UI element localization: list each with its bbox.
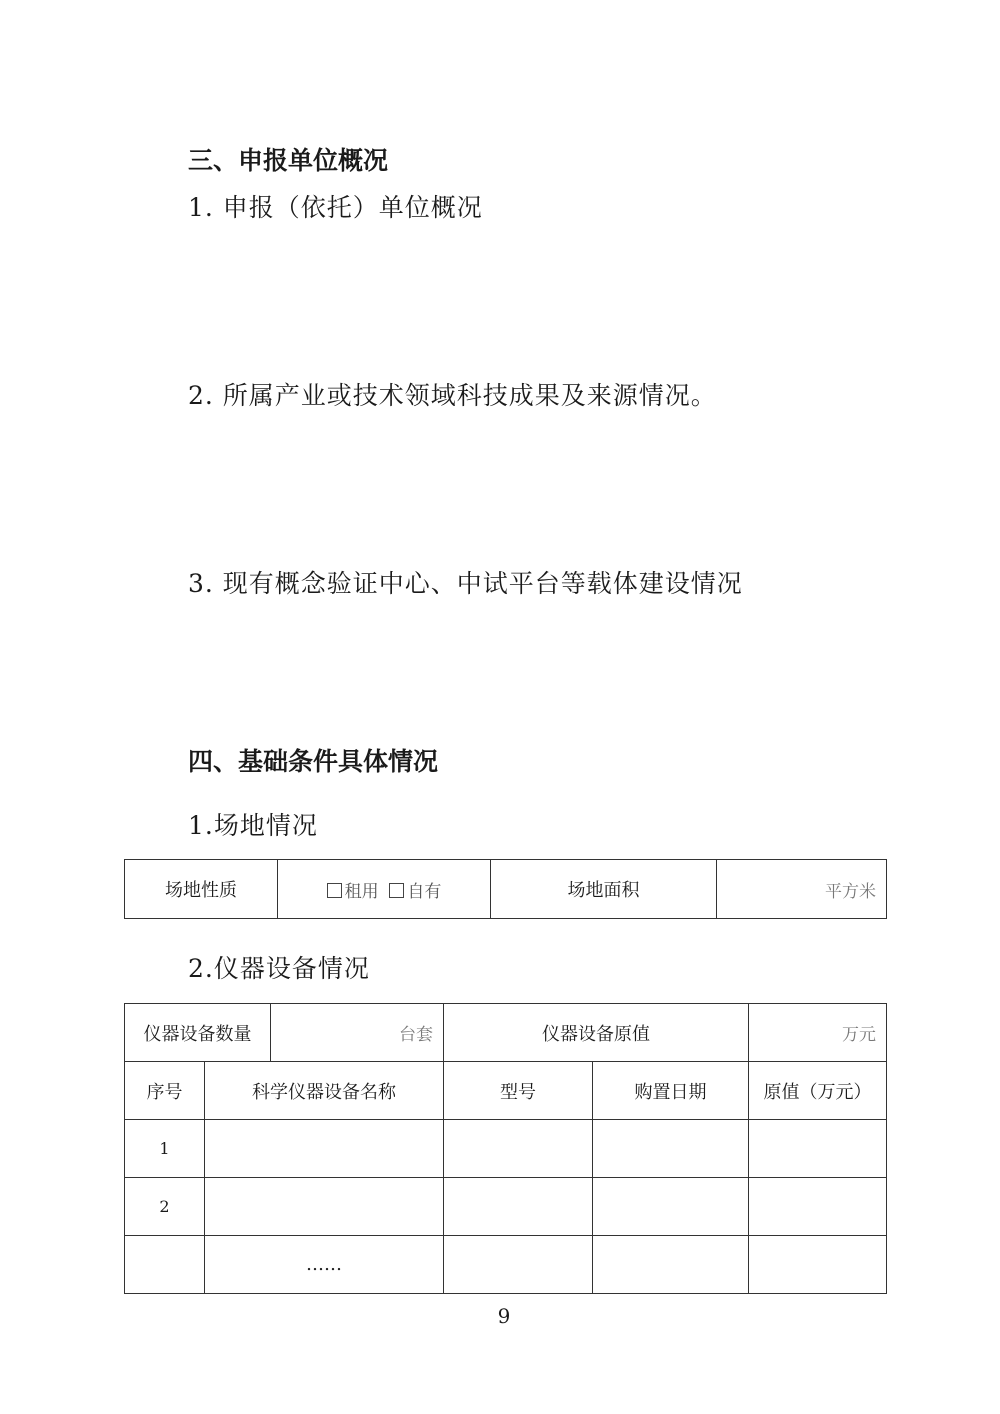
rent-option-label: 租用 [344, 881, 379, 902]
equipment-count-unit[interactable]: 台套 [271, 1004, 444, 1062]
own-checkbox[interactable] [389, 883, 404, 898]
row-model[interactable] [444, 1120, 593, 1178]
row-purchase-date[interactable] [593, 1178, 749, 1236]
site-nature-label: 场地性质 [125, 860, 278, 919]
row-purchase-date[interactable] [593, 1120, 749, 1178]
row-index: 2 [125, 1178, 205, 1236]
header-index: 序号 [125, 1062, 205, 1120]
header-name: 科学仪器设备名称 [205, 1062, 444, 1120]
header-original-value: 原值（万元） [749, 1062, 887, 1120]
row-model[interactable] [444, 1236, 593, 1294]
site-table [124, 859, 887, 919]
section3-item1: 1. 申报（依托）单位概况 [188, 193, 483, 222]
row-index: 1 [125, 1120, 205, 1178]
row-original-value[interactable] [749, 1178, 887, 1236]
table-row [125, 1120, 887, 1178]
section4-title: 四、基础条件具体情况 [188, 747, 439, 776]
row-name[interactable] [205, 1178, 444, 1236]
site-nature-options [278, 860, 491, 919]
row-model[interactable] [444, 1178, 593, 1236]
table-row [125, 1236, 887, 1294]
page-number: 9 [497, 1304, 511, 1328]
equipment-header-row [125, 1062, 887, 1120]
section4-sub1: 1.场地情况 [188, 811, 318, 840]
row-name-ellipsis: …… [205, 1236, 444, 1294]
section3-title: 三、申报单位概况 [188, 146, 389, 175]
own-option-label: 自有 [407, 881, 442, 902]
row-original-value[interactable] [749, 1120, 887, 1178]
equipment-value-label: 仪器设备原值 [444, 1004, 749, 1062]
equipment-table [124, 1003, 887, 1294]
section4-sub2: 2.仪器设备情况 [188, 954, 370, 983]
header-model: 型号 [444, 1062, 593, 1120]
row-index [125, 1236, 205, 1294]
site-area-label: 场地面积 [491, 860, 717, 919]
equipment-count-label: 仪器设备数量 [125, 1004, 271, 1062]
section3-item3: 3. 现有概念验证中心、中试平台等载体建设情况 [188, 569, 743, 598]
equipment-value-unit[interactable]: 万元 [749, 1004, 887, 1062]
section3-item2: 2. 所属产业或技术领域科技成果及来源情况。 [188, 381, 717, 410]
site-area-unit[interactable]: 平方米 [717, 860, 887, 919]
row-purchase-date[interactable] [593, 1236, 749, 1294]
table-row [125, 1178, 887, 1236]
rent-checkbox[interactable] [327, 883, 342, 898]
row-name[interactable] [205, 1120, 444, 1178]
row-original-value[interactable] [749, 1236, 887, 1294]
header-purchase-date: 购置日期 [593, 1062, 749, 1120]
